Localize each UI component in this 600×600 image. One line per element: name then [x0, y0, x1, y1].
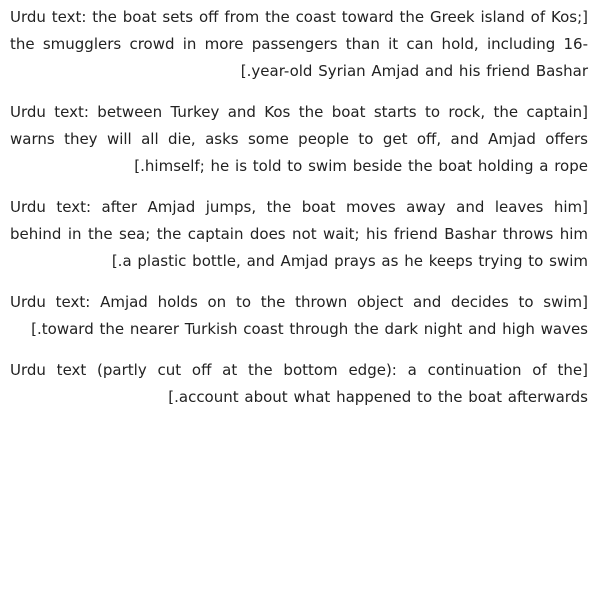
article-paragraph-3: [Urdu text: after Amjad jumps, the boat moves away and leaves him behind in the sea; the captain does not wait; his friend Bashar throws him a plastic bottle, and Amjad prays as he keeps trying to swim.] [10, 198, 588, 270]
article-paragraph-1: [Urdu text: the boat sets off from the coast toward the Greek island of Kos; the smugglers crowd in more passengers than it can hold, including 16-year-old Syrian Amjad and his friend Bashar.] [10, 8, 588, 80]
article-paragraph-4: [Urdu text: Amjad holds on to the thrown object and decides to swim toward the nearer Turkish coast through the dark night and high waves.] [10, 293, 588, 338]
article-paragraph-5: [Urdu text (partly cut off at the bottom edge): a continuation of the account about what happened to the boat afterwards.] [10, 361, 588, 406]
article-paragraph-2: [Urdu text: between Turkey and Kos the boat starts to rock, the captain warns they will all die, asks some people to get off, and Amjad offers himself; he is told to swim beside the boat holding a rope.] [10, 103, 588, 175]
